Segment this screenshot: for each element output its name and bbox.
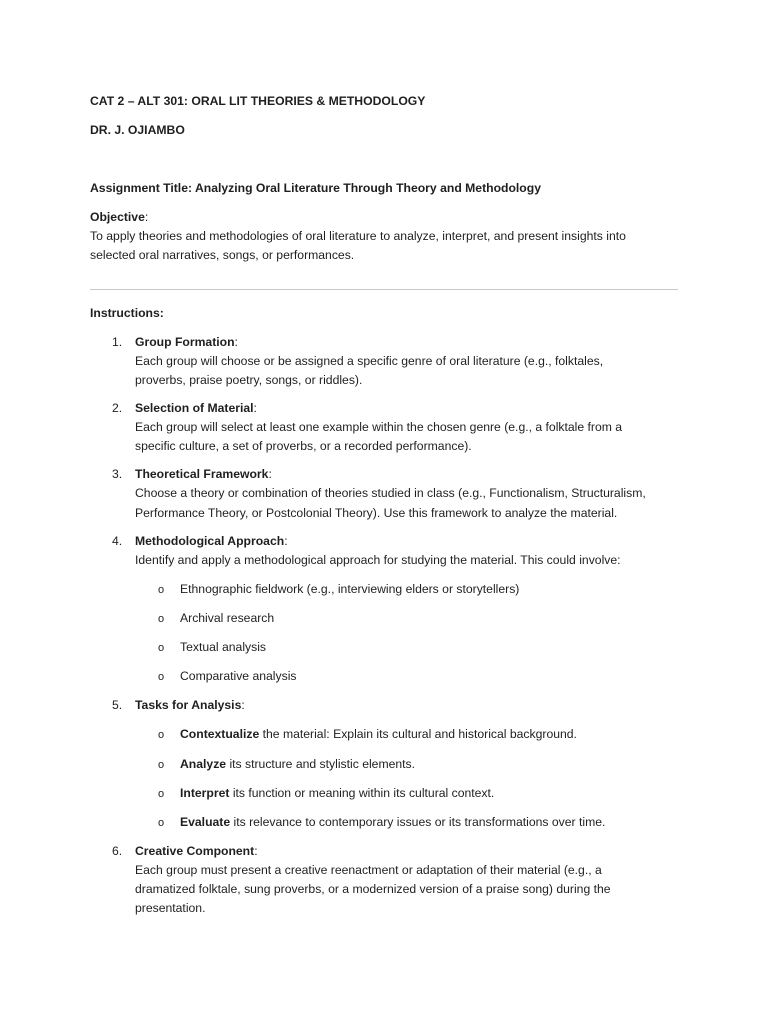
- item-number: 4.: [112, 534, 123, 548]
- bullet-rest: the material: Explain its cultural and historical background.: [259, 727, 577, 741]
- objective-heading: [90, 210, 148, 224]
- bullet-icon: o: [158, 817, 165, 829]
- bullet-icon: o: [158, 642, 165, 654]
- bullet-text: [180, 815, 605, 829]
- item-line: proverbs, praise poetry, songs, or riddles).: [135, 373, 363, 387]
- colon: :: [234, 335, 238, 349]
- item-number: 1.: [112, 335, 123, 349]
- horizontal-rule: [90, 289, 678, 290]
- colon: :: [254, 844, 258, 858]
- bullet-text: Archival research: [180, 611, 275, 625]
- instructions-heading: Instructions:: [90, 306, 164, 320]
- colon: :: [284, 534, 288, 548]
- lecturer-name: DR. J. OJIAMBO: [90, 123, 185, 137]
- objective-label: Objective: [90, 210, 145, 224]
- bullet-icon: o: [158, 613, 165, 625]
- bullet-text: [180, 786, 494, 800]
- colon: :: [268, 467, 272, 481]
- item-title-text: Group Formation: [135, 335, 235, 349]
- item-title-group-formation: [135, 335, 238, 349]
- item-title-creative-component: [135, 844, 258, 858]
- bullet-rest: its relevance to contemporary issues or its transformations over time.: [230, 815, 606, 829]
- item-line: Each group must present a creative reenactment or adaptation of their material (e.g., a: [135, 863, 602, 877]
- item-line: presentation.: [135, 901, 206, 915]
- bullet-icon: o: [158, 729, 165, 741]
- bullet-bold: Evaluate: [180, 815, 231, 829]
- item-number: 2.: [112, 401, 123, 415]
- bullet-bold: Contextualize: [180, 727, 260, 741]
- item-line: dramatized folktale, sung proverbs, or a modernized version of a praise song) during the: [135, 882, 611, 896]
- bullet-bold: Analyze: [180, 757, 227, 771]
- bullet-icon: o: [158, 671, 165, 683]
- bullet-icon: o: [158, 759, 165, 771]
- item-number: 3.: [112, 467, 123, 481]
- bullet-text: Ethnographic fieldwork (e.g., interviewing elders or storytellers): [180, 582, 520, 596]
- item-title-theoretical-framework: [135, 467, 272, 481]
- item-title-text: Methodological Approach: [135, 534, 285, 548]
- item-title-text: Theoretical Framework: [135, 467, 269, 481]
- item-title-text: Tasks for Analysis: [135, 698, 242, 712]
- bullet-icon: o: [158, 584, 165, 596]
- colon: :: [144, 210, 149, 224]
- bullet-text: [180, 757, 415, 771]
- bullet-rest: its function or meaning within its cultural context.: [229, 786, 495, 800]
- bullet-text: Comparative analysis: [180, 669, 297, 683]
- bullet-bold: Interpret: [180, 786, 230, 800]
- bullet-rest: its structure and stylistic elements.: [226, 757, 416, 771]
- item-line: specific culture, a set of proverbs, or a recorded performance).: [135, 439, 472, 453]
- objective-line-2: selected oral narratives, songs, or performances.: [90, 248, 355, 262]
- item-line: Performance Theory, or Postcolonial Theory). Use this framework to analyze the material.: [135, 506, 618, 520]
- colon: :: [253, 401, 257, 415]
- bullet-text: [180, 727, 577, 741]
- item-title-tasks-for-analysis: [135, 698, 245, 712]
- item-title-methodological-approach: [135, 534, 288, 548]
- bullet-icon: o: [158, 788, 165, 800]
- colon: :: [241, 698, 245, 712]
- item-title-text: Creative Component: [135, 844, 255, 858]
- item-line: Each group will choose or be assigned a specific genre of oral literature (e.g., folktales,: [135, 354, 604, 368]
- objective-line-1: To apply theories and methodologies of oral literature to analyze, interpret, and present insights into: [90, 229, 626, 243]
- item-line: Choose a theory or combination of theories studied in class (e.g., Functionalism, Structuralism,: [135, 486, 646, 500]
- item-line: Each group will select at least one example within the chosen genre (e.g., a folktale from a: [135, 420, 623, 434]
- item-number: 6.: [112, 844, 123, 858]
- bullet-text: Textual analysis: [180, 640, 267, 654]
- item-title-selection-of-material: [135, 401, 257, 415]
- item-title-text: Selection of Material: [135, 401, 254, 415]
- item-line: Identify and apply a methodological approach for studying the material. This could involve:: [135, 553, 621, 567]
- assignment-title: Assignment Title: Analyzing Oral Literature Through Theory and Methodology: [90, 181, 541, 195]
- course-title: CAT 2 – ALT 301: ORAL LIT THEORIES & METHODOLOGY: [90, 94, 426, 108]
- item-number: 5.: [112, 698, 123, 712]
